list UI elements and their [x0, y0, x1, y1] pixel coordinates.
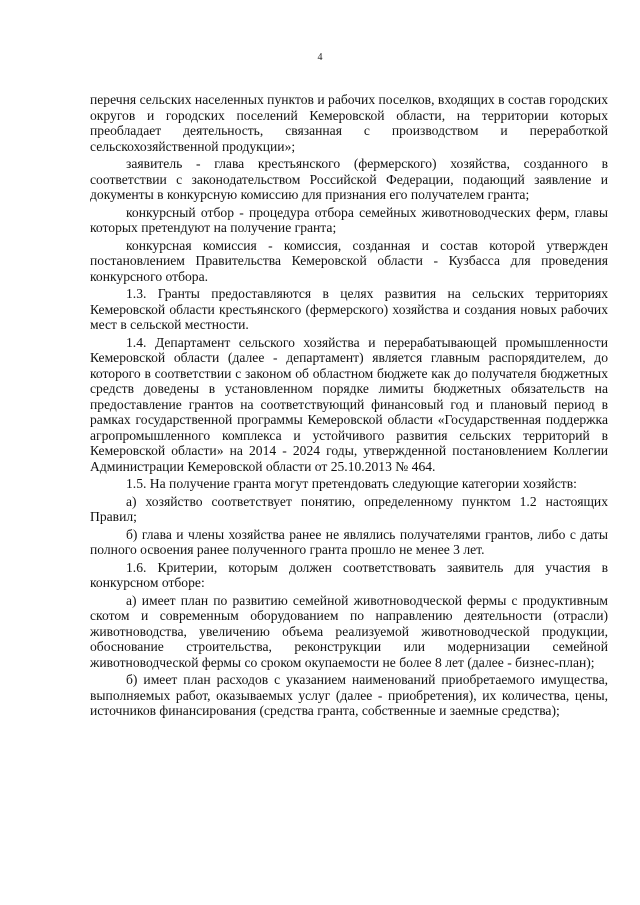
paragraph-1-6-a: а) имеет план по развитию семейной животноводческой фермы с продуктивным скотом и современным оборудованием по направлению деятельности (отрасли) животноводства, увеличению объема реализуемой животноводческой продукции, обоснование строительства, реконструкции или модернизации семейной животноводческой фермы со сроком окупаемости не более 8 лет (далее - бизнес-план);: [90, 592, 608, 670]
paragraph-1-6-b: б) имеет план расходов с указанием наименований приобретаемого имущества, выполняемых работ, оказываемых услуг (далее - приобретения), их количества, цены, источников финансирования (средства гранта, собственные и заемные средства);: [90, 672, 608, 718]
paragraph-1-5-b: б) глава и члены хозяйства ранее не являлись получателями грантов, либо с даты полного освоения ранее полученного гранта прошло не менее 3 лет.: [90, 526, 608, 557]
page-number: 4: [317, 52, 323, 63]
paragraph-definitions-continuation: перечня сельских населенных пунктов и рабочих поселков, входящих в состав городских округов и городских поселений Кемеровской области, на территории которых преобладает деятельность, связанная с производством и переработкой сельскохозяйственной продукции»;: [90, 92, 608, 154]
paragraph-1-5-a: а) хозяйство соответствует понятию, определенному пунктом 1.2 настоящих Правил;: [90, 493, 608, 524]
paragraph-applicant-definition: заявитель - глава крестьянского (фермерского) хозяйства, созданного в соответствии с законодательством Российской Федерации, подающий заявление и документы в конкурсную комиссию для признания его получателем гранта;: [90, 156, 608, 202]
document-body: [90, 92, 608, 721]
paragraph-1-3: 1.3. Гранты предоставляются в целях развития на сельских территориях Кемеровской области крестьянского (фермерского) хозяйства и создания новых рабочих мест в сельской местности.: [90, 286, 608, 332]
paragraph-1-6: 1.6. Критерии, которым должен соответствовать заявитель для участия в конкурсном отборе:: [90, 559, 608, 590]
paragraph-1-4: 1.4. Департамент сельского хозяйства и перерабатывающей промышленности Кемеровской области (далее - департамент) является главным распорядителем, до которого в соответствии с законом об областном бюджете как до получателя бюджетных средств доведены в установленном порядке лимиты бюджетных обязательств на предоставление грантов на соответствующий финансовый год и плановый период в рамках государственной программы Кемеровской области «Государственная поддержка агропромышленного комплекса и устойчивого развития сельских территорий в Кемеровской области» на 2014 - 2024 годы, утвержденной постановлением Коллегии Администрации Кемеровской области от 25.10.2013 № 464.: [90, 334, 608, 474]
paragraph-commission-definition: конкурсная комиссия - комиссия, созданная и состав которой утвержден постановлением Правительства Кемеровской области - Кузбасса для проведения конкурсного отбора.: [90, 237, 608, 284]
paragraph-competitive-selection-definition: конкурсный отбор - процедура отбора семейных животноводческих ферм, главы которых претендуют на получение гранта;: [90, 204, 608, 235]
paragraph-1-5: 1.5. На получение гранта могут претендовать следующие категории хозяйств:: [126, 476, 577, 491]
